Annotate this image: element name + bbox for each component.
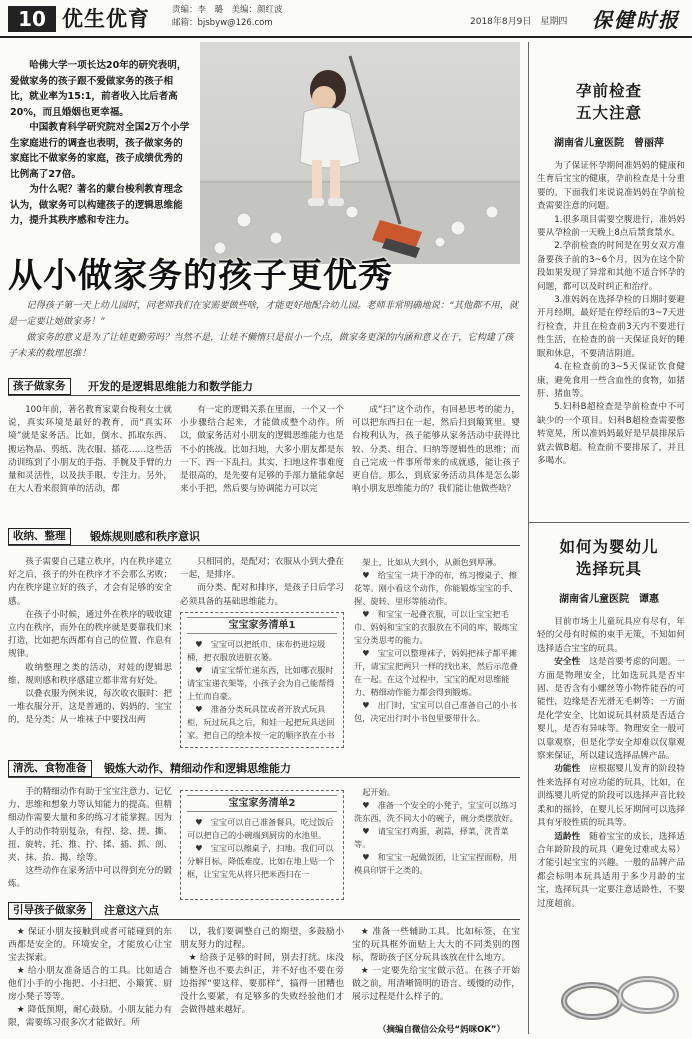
intro-text xyxy=(10,58,190,229)
body-paragraph xyxy=(537,763,685,830)
toys-article-body xyxy=(537,616,685,911)
tip-item: ★ 一定要先给宝宝做示范。在孩子开始做之前，用清晰简明的语言、缓慢的动作，展示过程是什么样子的。 xyxy=(352,966,520,1002)
section-subtitle: 锻炼大动作、精细动作和逻辑思维能力 xyxy=(104,762,291,775)
chore-item: 架上，比如从大到小，从颜色到厚薄。 xyxy=(362,557,502,567)
body-paragraph: 手的精细动作有助于宝宝注意力、记忆力、思维和想象力等认知能力的提高。但精细动作需要大量和多的练习才能掌握。因为人手的动作特别复杂，有捏、捻、搓、撕、扭、旋转、托、推、拧、揉、插、抓、剖、夹、抹、抬、揭、绘等。 xyxy=(8,787,172,864)
section-subtitle: 开发的是逻辑思维能力和数学能力 xyxy=(88,380,253,393)
tip-item: 以，我们要调整自己的期望，多鼓励小朋友努力的过程。 xyxy=(180,927,344,950)
chore-item: ♥ 宝宝可以整理袜子，妈妈把袜子都平摊开，请宝宝把两只一样的找出来，然后示范叠在一起。在这个过程中，宝宝的配对思维能力、精细动作能力都会得到锻炼。 xyxy=(354,648,518,697)
tips-column-1 xyxy=(8,926,172,1030)
body-paragraph: 目前市场上儿童玩具应有尽有，年轻的父母有时候的束手无策，不知如何选择适合宝宝的玩具。 xyxy=(537,617,685,654)
child-sweeping-photo xyxy=(200,42,520,264)
intro-paragraph: 中国教育科学研究院对全国2万个小学生家庭进行的调查也表明，孩子做家务的家庭比不做家务的家庭，孩子成绩优秀的比例高了27倍。 xyxy=(10,122,190,180)
article-author: 湖南省儿童医院 谭惠 xyxy=(559,594,659,605)
sec1-column-3 xyxy=(352,404,520,496)
chore-item: ♥ 宝宝可以把纸巾、床布扔进垃圾桶，把衣服放进脏衣篓。 xyxy=(187,639,326,662)
body-paragraph: 2.孕前检查的时间是在男女双方准备要孩子前的3~6个月，因为在这个阶段如果发现了异常和其他不适合怀孕的问题，都可以及时纠正和治疗。 xyxy=(537,241,685,292)
tips-column-2 xyxy=(180,926,344,1017)
chore-item: ♥ 准备分类玩具筐或者开放式玩具柜，玩过玩具之后，和娃一起把玩具送回家。把自己的绘本按一定的顺序放在小书 xyxy=(187,704,335,740)
chore-item: ♥ 和宝宝一起叠衣服，可以让宝宝把毛巾、妈妈和宝宝的衣服放在不同的库，锻炼宝宝分类思考的能力。 xyxy=(354,609,518,645)
headline: 从小做家务的孩子更优秀 xyxy=(8,256,393,296)
body-paragraph: 孩子需要自己建立秩序，内在秩序建立好之后，孩子的外在秩序才不会那么劣败；内在秩序建立好的孩子，才会有足够的安全感。 xyxy=(8,557,172,607)
body-paragraph: 100年前，著名教育家蒙台梭利女士就说，真实环境是最好的教育，而“真实环境”就是家务活。比如，倒水、抓取东西、搬运物品、剪纸、洗衣服、插花……这些活动训练到了小朋友的手指、手腕及手臂的力量和灵活性，以及扶手眼、专注力。另外，在大人看来很简单的活动，都 xyxy=(8,405,172,495)
section-header-guide xyxy=(8,902,520,920)
title-line: 孕前检查 xyxy=(575,82,642,100)
body-paragraph xyxy=(537,831,685,911)
chore-item: ♥ 请宝宝帮忙递东西，比如哪衣服时请宝宝递衣架等，小孩子会为自己能帮得上忙而自豪。 xyxy=(187,665,335,701)
body-paragraph: 1.很多项目需要空腹进行，准妈妈要从孕检前一天晚上8点后禁食禁水。 xyxy=(537,214,685,239)
article-title-prenatal xyxy=(529,80,689,124)
page-header xyxy=(0,0,692,38)
body-paragraph: 5.妇科B超检查是孕前检查中不可缺少的一个项目。妇科B超检查需要憋转宽晃，所以准妈妈最好是早晨排尿后就去做B超。检查前不要排尿了，并且多喝水。 xyxy=(537,402,685,466)
column-divider xyxy=(529,522,689,523)
chore-item: ♥ 出门时，宝宝可以自己准备自己的小书包，决定出行时小书包里要带什么。 xyxy=(354,700,517,723)
body-paragraph: 4.在检查前的3~5天保证饮食健康，避免食用一些含血性的食物，如猪肝、猪血等。 xyxy=(537,362,685,399)
section-header-cleaning xyxy=(8,760,520,778)
page-number: 10 xyxy=(8,6,56,32)
chore-item: ♥ 宝宝可以自己准备餐具，吃过饭后可以把自己的小碗端到厨房的水池里。 xyxy=(187,817,334,840)
tip-item: ★ 保证小朋友接触到或者可能碰到的东西都是安全的。环境安全，才能放心让宝宝去探索。 xyxy=(8,927,172,963)
section-tag: 孩子做家务 xyxy=(8,378,71,395)
issue-date: 2018年8月9日 星期四 xyxy=(470,17,568,27)
paragraph-text: 这是首要考虑的问题。一方面是物理安全，比如选玩具是否牢固、是否含有小螺丝等小物件能吞的可能性，边缘是否光滑无毛刺等；一方面是化学安全，比如说玩具材质是否适合婴儿，是否有异味等。物理安全一般可以靠观察，但是化学安全却难以仅靠观察来保证，所以建议选择品牌产品。 xyxy=(537,657,685,762)
title-line: 选择玩具 xyxy=(575,560,642,578)
sec2-column-1 xyxy=(8,556,172,728)
tip-item: ★ 给孩子足够的时间，别去打扰。床没铺整齐也不要去纠正，并不好也不要在旁边指挥“要这样、要那样”，搞得一团糟也没什么要紧，有足够多的失败经验他们才会做得越来越好。 xyxy=(180,953,344,1015)
body-paragraph: 而分类、配对和排序，是孩子日后学习必须具备的基础思维能力。 xyxy=(180,583,344,607)
newspaper-logo: 保健时报 xyxy=(592,8,680,32)
keyword: 适龄性 xyxy=(554,831,581,842)
child-with-broom-illustration xyxy=(200,42,520,264)
rattle-toy-icon xyxy=(552,965,688,1027)
section-header-organize xyxy=(8,528,520,546)
chore-list-title: 宝宝家务清单2 xyxy=(187,795,337,812)
section-subtitle: 锻炼规则感和秩序意识 xyxy=(90,530,200,543)
chore-item: ♥ 请宝宝打鸡蛋，剥蒜，择菜，洗青菜等。 xyxy=(354,826,509,849)
source-credit: （摘编自微信公众号“妈咪OK”） xyxy=(378,1025,505,1035)
section-subtitle: 注意这六点 xyxy=(104,904,159,917)
lead-paragraph: 记得孩子第一天上幼儿园时，问老师我们在家需要做些啥，才能更好地配合幼儿园。老师非常明确地说：“其他都不用，就是一定要让她做家务！” xyxy=(8,300,519,327)
body-paragraph: 为了保证怀孕期间准妈妈的健康和生育后宝宝的健康，孕前检查是十分重要的。下面我们来说说准妈妈在孕前检查需要注意的问题。 xyxy=(537,161,685,212)
article-author: 湖南省儿童医院 曾丽萍 xyxy=(554,138,664,149)
keyword: 安全性 xyxy=(554,657,581,668)
section-tag: 清洗、食物准备 xyxy=(8,760,92,777)
right-column xyxy=(528,42,688,1034)
chore-item: ♥ 和宝宝一起做饭团，让宝宝捏面粉，用模具印饼干之类的。 xyxy=(354,852,517,875)
chore-item: 起开始。 xyxy=(362,787,395,797)
chore-list-title: 宝宝家务清单1 xyxy=(187,617,337,634)
section-header-housework xyxy=(8,378,520,396)
body-paragraph: 在孩子小时候，通过外在秩序的吸收建立内在秩序，而外在的秩序就是要靠我们来打造，比如把东西都有自己的位置、作息有规律。 xyxy=(8,609,172,660)
editor-credits xyxy=(172,4,283,30)
body-paragraph: 收纳整理之类的活动，对娃的逻辑思维、规则感和秩序感建立都非常有好处。 xyxy=(8,662,172,686)
tip-item: ★ 降低预期，耐心鼓励。小朋友能力有限，需要练习很多次才能做好。所 xyxy=(8,1005,172,1028)
chore-list-2-continued xyxy=(352,786,520,896)
paragraph-text: 应根据婴儿发育的阶段特性来选择有对应功能的玩具，比如，在训练婴儿听觉的阶段可以选择声音比较柔和的摇铃，在婴儿长牙期间可以选择具有牙胶性质的玩具等。 xyxy=(537,764,685,829)
keyword: 功能性 xyxy=(554,764,581,775)
section-tag: 引导孩子做家务 xyxy=(8,902,92,919)
lead-text xyxy=(8,298,520,362)
sec1-column-1 xyxy=(8,404,172,496)
body-paragraph: 3.准妈妈在选择孕检的日期时要避开月经期，最好是在停经后的3~7天进行检查，并且在检查前3天内不要进行性生活，在检查的前一天保证良好的睡眠和休息，不要清洁阴道。 xyxy=(537,295,685,359)
editor-line: 责编：李 璐 美编：颜红波 xyxy=(172,5,283,15)
body-paragraph: 成“扫”这个动作，有回悬思考的能力，可以把东西扫在一起，然后扫到簸箕里。婴台梭利认为，孩子能够从家务活动中获得比较、分类、组合、归纳等逻辑性的思维；而自己完成一件事所带来的成就感，能让孩子更自信。那么，到底家务活动具体是怎么影响小朋友思维能力的？我们能让他做些啥？ xyxy=(352,405,520,495)
email-line: 邮箱：bjsbyw@126.com xyxy=(172,18,273,28)
chore-list-2 xyxy=(180,790,344,900)
sec3-column-1 xyxy=(8,786,172,892)
article-title-toys xyxy=(529,536,689,580)
sec2-column-2 xyxy=(180,556,344,609)
intro-paragraph: 哈佛大学一项长达20年的研究表明，爱做家务的孩子跟不爱做家务的孩子相比，就业率为15:1，前者收入比后者高20%，而且婚姻也更幸福。 xyxy=(10,60,187,118)
paragraph-text: 随着宝宝的成长，选择适合年龄阶段的玩具（避免过难或太易）才能引起宝宝的兴趣。一般的品牌产品都会标明本玩具适用于多少月龄的宝宝，选择玩具一定要注意适龄性，不要过度超前。 xyxy=(537,831,685,909)
tip-item: ★ 给小朋友准备适合的工具。比如适合他们小手的小拖把、小扫把、小簸箕、厨房小凳子等等。 xyxy=(8,966,172,1002)
body-paragraph xyxy=(537,656,685,763)
section-title: 优生优育 xyxy=(62,7,150,31)
chore-list-1 xyxy=(180,612,344,748)
intro-paragraph: 为什么呢？著名的蒙台梭利教育理念认为，做家务可以构建孩子的逻辑思维能力，提升其秩序感和专注力。 xyxy=(10,184,183,226)
section-tag: 收纳、整理 xyxy=(8,528,71,545)
chore-item: ♥ 给宝宝一块干净的布，练习擦桌子、擦花等。刚小看这个动作，你能锻炼宝宝的手、握、旋转、里形等能动作。 xyxy=(354,570,518,606)
prenatal-article-body xyxy=(537,160,685,468)
body-paragraph: 只相同的，是配对；衣服从小到大叠在一起，是排序。 xyxy=(180,557,344,581)
body-paragraph: 以叠衣服为例来说，每次收衣服时：把一堆衣服分开，这是普通的、妈妈的、宝宝的，是分类；从一堆袜子中要找出两 xyxy=(8,689,172,726)
title-line: 五大注意 xyxy=(575,104,642,122)
chore-list-1-continued xyxy=(352,556,520,748)
tip-item: ★ 准备一些辅助工具。比如标签，在宝宝的玩具框外面贴上大大的不同类别的图标，帮助孩子区分玩具该放在什么地方。 xyxy=(352,927,520,963)
chore-item: ♥ 宝宝可以擦桌子，扫地。我们可以分解目标，降低难度，比如在地上贴一个框，让宝宝先从将只把米西扫在一 xyxy=(187,843,335,879)
title-line: 如何为婴幼儿 xyxy=(559,538,659,556)
chore-item: ♥ 准备一个安全的小凳子，宝宝可以练习洗东西，洗不同大小的碗子，碗分类摆放好。 xyxy=(354,800,518,823)
lead-paragraph: 做家务的意义是为了让娃更勤劳吗？当然不是，让娃不懒惰只是很小一个点，做家务更深的内涵和意义在于，它构建了孩子未来的数理思维！ xyxy=(8,332,514,359)
body-paragraph: 有一定的逻辑关系在里面，一个又一个小步骤结合起来，才能做成整个动作。所以，做家务活对小朋友的逻辑思维能力也是不小的挑战。比如扫地，大多小朋友都是东一下、西一下乱扫。其实，扫地这件事难度是很高的，是先要有足够的手部力量能拿起来小手把，然后要与协调能力可以完 xyxy=(180,405,344,495)
tips-column-3 xyxy=(352,926,520,1004)
body-paragraph: 这些动作在家务活中可以得到充分的锻炼。 xyxy=(8,866,172,890)
sec1-column-2 xyxy=(180,404,344,496)
